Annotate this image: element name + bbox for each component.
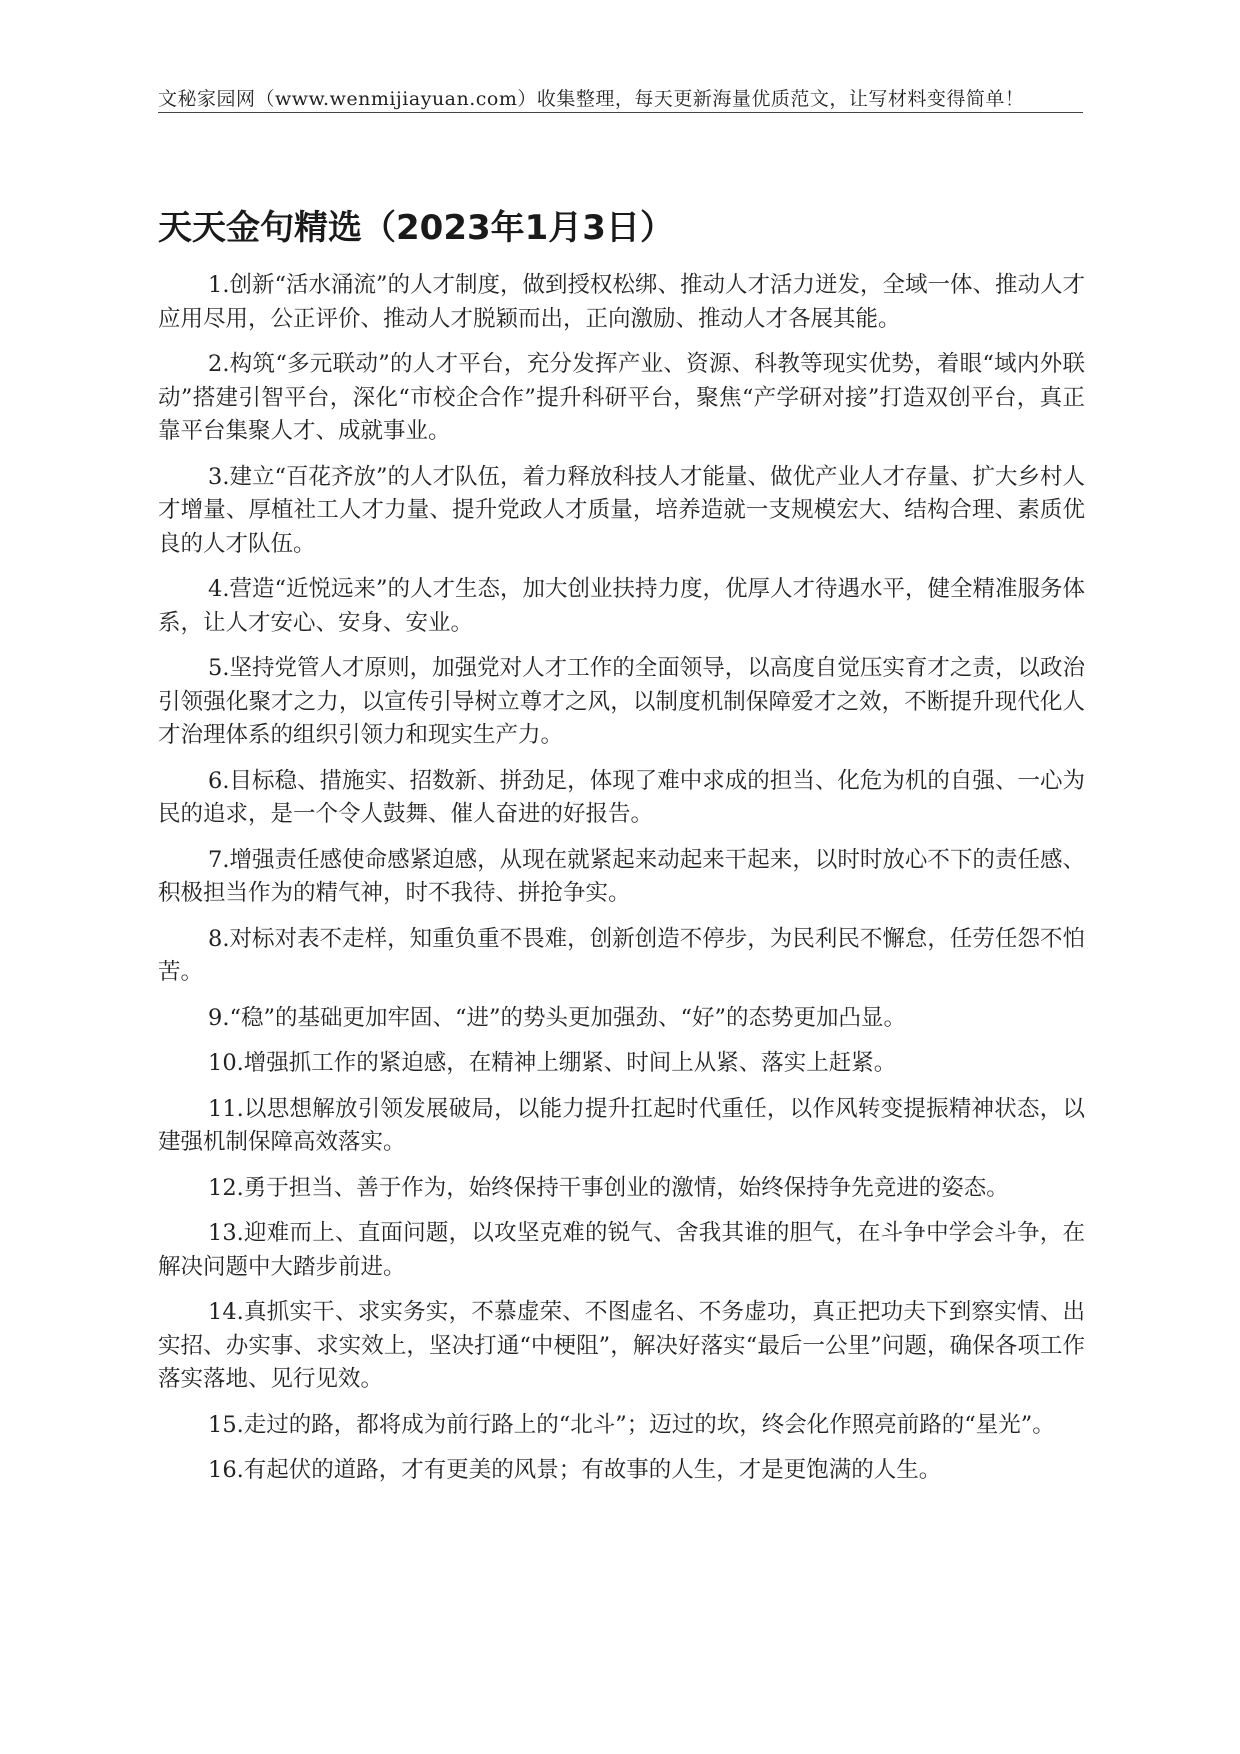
document-body bbox=[158, 269, 1085, 1500]
document-title: 天天金句精选（2023年1月3日） bbox=[158, 208, 674, 248]
paragraph-2: 2.构筑“多元联动”的人才平台，充分发挥产业、资源、科教等现实优势，着眼“域内外联动”搭建引智平台，深化“市校企合作”提升科研平台，聚焦“产学研对接”打造双创平台，真正靠平台集聚人才、成就事业。 bbox=[158, 351, 1085, 444]
paragraph-15: 15.走过的路，都将成为前行路上的“北斗”；迈过的坎，终会化作照亮前路的“星光”。 bbox=[208, 1411, 1055, 1438]
paragraph-16: 16.有起伏的道路，才有更美的风景；有故事的人生，才是更饱满的人生。 bbox=[208, 1457, 942, 1483]
paragraph-10: 10.增强抓工作的紧迫感，在精神上绷紧、时间上从紧、落实上赶紧。 bbox=[208, 1050, 897, 1076]
page-header: 文秘家园网（www.wenmijiayuan.com）收集整理，每天更新海量优质范文，让写材料变得简单！ bbox=[158, 88, 1025, 110]
paragraph-13: 13.迎难而上、直面问题，以攻坚克难的锐气、舍我其谁的胆气，在斗争中学会斗争，在解决问题中大踏步前进。 bbox=[158, 1220, 1085, 1280]
paragraph-14: 14.真抓实干、求实务实，不慕虚荣、不图虚名、不务虚功，真正把功夫下到察实情、出实招、办实事、求实效上，坚决打通“中梗阻”，解决好落实“最后一公里”问题，确保各项工作落实落地、见行见效。 bbox=[158, 1299, 1085, 1392]
paragraph-6: 6.目标稳、措施实、招数新、拼劲足，体现了难中求成的担当、化危为机的自强、一心为民的追求，是一个令人鼓舞、催人奋进的好报告。 bbox=[158, 767, 1085, 827]
paragraph-8: 8.对标对表不走样，知重负重不畏难，创新创造不停步，为民利民不懈怠，任劳任怨不怕苦。 bbox=[158, 925, 1085, 985]
paragraph-5: 5.坚持党管人才原则，加强党对人才工作的全面领导，以高度自觉压实育才之责，以政治引领强化聚才之力，以宣传引导树立尊才之风，以制度机制保障爱才之效，不断提升现代化人才治理体系的组织引领力和现实生产力。 bbox=[158, 655, 1085, 748]
paragraph-12: 12.勇于担当、善于作为，始终保持干事创业的激情，始终保持争先竞进的姿态。 bbox=[208, 1174, 1009, 1201]
paragraph-9: 9.“稳”的基础更加牢固、“进”的势头更加强劲、“好”的态势更加凸显。 bbox=[208, 1004, 906, 1031]
header-divider bbox=[158, 112, 1083, 113]
paragraph-11: 11.以思想解放引领发展破局，以能力提升扛起时代重任，以作风转变提振精神状态，以建强机制保障高效落实。 bbox=[158, 1095, 1085, 1155]
paragraph-4: 4.营造“近悦远来”的人才生态，加大创业扶持力度，优厚人才待遇水平，健全精准服务体系，让人才安心、安身、安业。 bbox=[158, 576, 1085, 636]
paragraph-1: 1.创新“活水涌流”的人才制度，做到授权松绑、推动人才活力迸发，全域一体、推动人才应用尽用，公正评价、推动人才脱颖而出，正向激励、推动人才各展其能。 bbox=[158, 272, 1085, 332]
paragraph-7: 7.增强责任感使命感紧迫感，从现在就紧起来动起来干起来，以时时放心不下的责任感、积极担当作为的精气神，时不我待、拼抢争实。 bbox=[158, 846, 1085, 906]
paragraph-3: 3.建立“百花齐放”的人才队伍，着力释放科技人才能量、做优产业人才存量、扩大乡村人才增量、厚植社工人才力量、提升党政人才质量，培养造就一支规模宏大、结构合理、素质优良的人才队伍。 bbox=[158, 463, 1085, 557]
